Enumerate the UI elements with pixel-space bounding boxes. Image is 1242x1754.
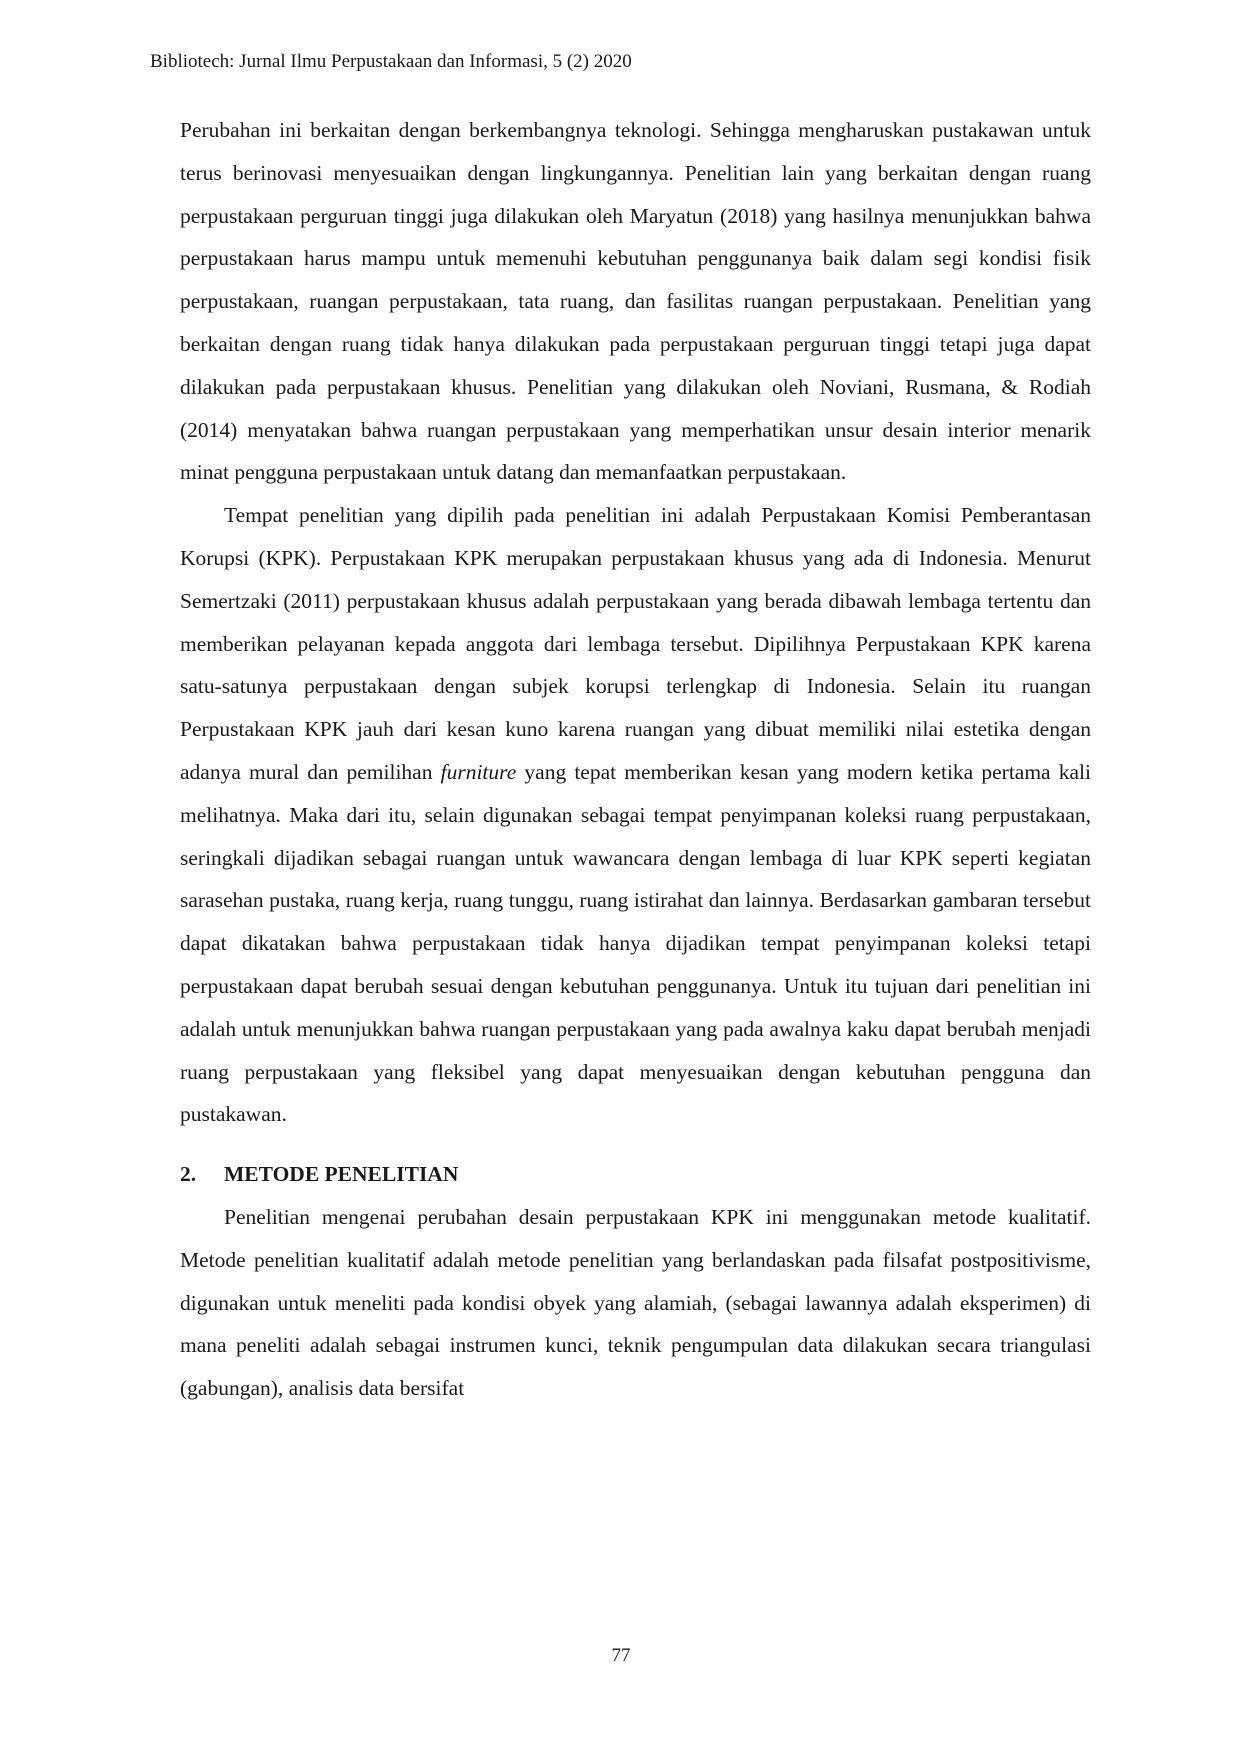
paragraph-2	[180, 494, 1091, 1136]
article-body	[180, 109, 1091, 1410]
paragraph-2-text-start: Tempat penelitian yang dipilih pada penelitian ini adalah Perpustakaan Komisi Pemberantasan Korupsi (KPK). Perpustakaan KPK merupakan perpustakaan khusus yang ada di Indonesia. Menurut Semertzaki (2011) perpustakaan khusus adalah perpustakaan yang berada dibawah lembaga tertentu dan memberikan pelayanan kepada anggota dari lembaga tersebut. Dipilihnya Perpustakaan KPK karena satu-satunya perpustakaan dengan subjek korupsi terlengkap di Indonesia. Selain itu ruangan Perpustakaan KPK jauh dari kesan kuno karena ruangan yang dibuat memiliki nilai estetika dengan adanya mural dan pemilihan	[180, 503, 1091, 784]
running-head: Bibliotech: Jurnal Ilmu Perpustakaan dan Informasi, 5 (2) 2020	[150, 51, 632, 72]
section-title: METODE PENELITIAN	[224, 1162, 459, 1187]
paragraph-1: Perubahan ini berkaitan dengan berkembangnya teknologi. Sehingga mengharuskan pustakawan untuk terus berinovasi menyesuaikan dengan lingkungannya. Penelitian lain yang berkaitan dengan ruang perpustakaan perguruan tinggi juga dilakukan oleh Maryatun (2018) yang hasilnya menunjukkan bahwa perpustakaan harus mampu untuk memenuhi kebutuhan penggunanya baik dalam segi kondisi fisik perpustakaan, ruangan perpustakaan, tata ruang, dan fasilitas ruangan perpustakaan. Penelitian yang berkaitan dengan ruang tidak hanya dilakukan pada perpustakaan perguruan tinggi tetapi juga dapat dilakukan pada perpustakaan khusus. Penelitian yang dilakukan oleh Noviani, Rusmana, & Rodiah (2014) menyatakan bahwa ruangan perpustakaan yang memperhatikan unsur desain interior menarik minat pengguna perpustakaan untuk datang dan memanfaatkan perpustakaan.	[180, 118, 1091, 485]
italic-term: furniture	[440, 759, 517, 784]
section-number: 2.	[180, 1162, 197, 1187]
paragraph-3: Penelitian mengenai perubahan desain perpustakaan KPK ini menggunakan metode kualitatif. Metode penelitian kualitatif adalah metode penelitian yang berlandaskan pada filsafat postpositivisme, digunakan untuk meneliti pada kondisi obyek yang alamiah, (sebagai lawannya adalah eksperimen) di mana peneliti adalah sebagai instrumen kunci, teknik pengumpulan data dilakukan secara triangulasi (gabungan), analisis data bersifat	[180, 1204, 1091, 1401]
section-heading	[180, 1136, 1091, 1196]
paragraph-2-text-end: yang tepat memberikan kesan yang modern ketika pertama kali melihatnya. Maka dari itu, selain digunakan sebagai tempat penyimpanan koleksi ruang perpustakaan, seringkali dijadikan sebagai ruangan untuk wawancara dengan lembaga di luar KPK seperti kegiatan sarasehan pustaka, ruang kerja, ruang tunggu, ruang istirahat dan lainnya. Berdasarkan gambaran tersebut dapat dikatakan bahwa perpustakaan tidak hanya dijadikan tempat penyimpanan koleksi tetapi perpustakaan dapat berubah sesuai dengan kebutuhan penggunanya. Untuk itu tujuan dari penelitian ini adalah untuk menunjukkan bahwa ruangan perpustakaan yang pada awalnya kaku dapat berubah menjadi ruang perpustakaan yang fleksibel yang dapat menyesuaikan dengan kebutuhan pengguna dan pustakawan.	[180, 759, 1091, 1127]
page-number: 77	[611, 1645, 631, 1666]
